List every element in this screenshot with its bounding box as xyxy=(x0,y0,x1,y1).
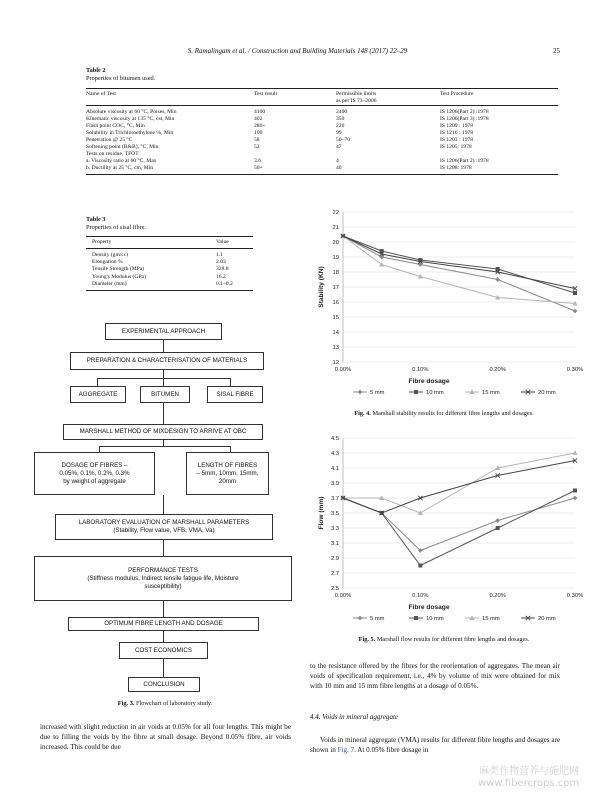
data-point xyxy=(573,489,577,493)
table2-cell: IS 1208: 1978 xyxy=(440,165,472,171)
table2-row xyxy=(86,106,558,117)
connector xyxy=(230,378,231,386)
connector xyxy=(163,631,164,642)
table2 xyxy=(86,88,558,175)
x-tick-label: 0.10% xyxy=(412,593,429,599)
y-tick-label: 3.7 xyxy=(330,496,339,502)
flow-box-laboratory: LABORATORY EVALUATION OF MARSHALL PARAMETERS (Stability, Flow value, VFB, VMA, Va) xyxy=(55,514,273,540)
table3-cell: Young's Modulus (GPa) xyxy=(92,273,146,280)
table3 xyxy=(86,236,253,291)
data-point xyxy=(496,526,500,530)
left-column-paragraph: increased with slight reduction in air voids at 0.05% for all four lengths. This might be due to filling the voids by the fibre at small dosage. Beyond 0.05% fibre, air voids increased. This could be due xyxy=(40,723,291,752)
table2-cell xyxy=(254,151,336,158)
data-point xyxy=(495,518,500,523)
y-tick-label: 20 xyxy=(332,240,339,246)
y-tick-label: 14 xyxy=(332,330,339,336)
table2-cell: 3.6 xyxy=(254,158,261,164)
table3-row xyxy=(86,281,253,291)
connector xyxy=(163,402,164,424)
y-tick-label: 17 xyxy=(332,285,339,291)
legend-marker xyxy=(414,616,418,620)
y-tick-label: 3.9 xyxy=(330,481,339,487)
table2-title: Properties of bitumen used. xyxy=(86,75,156,82)
right-column-paragraph: to the resistance offered by the fibres for the reorientation of aggregates. The mean air voids of specification requirement, i.e., 4% by volume of mix were obtained for mix with 10 mm and 15 mm fibre lengths at a dosage of 0.05%. xyxy=(310,662,560,691)
table2-cell: IS 1203 : 1978 xyxy=(440,137,474,143)
y-tick-label: 2.7 xyxy=(330,571,339,577)
table2-cell: a. Viscosity ratio at 60 °C, Max xyxy=(86,158,157,164)
legend-label: 20 mm xyxy=(538,390,556,396)
flow-box-aggregate: AGGREGATE xyxy=(70,386,126,403)
table3-cell: 16.2 xyxy=(216,273,226,280)
table2-cell: 99 xyxy=(336,130,342,136)
fig3-caption-text: Flowchart of laboratory study. xyxy=(136,700,213,707)
y-axis-label: Flow (mm) xyxy=(318,496,325,530)
table2-cell: IS 1205: 1978 xyxy=(440,144,472,150)
table2-cell: 4100 xyxy=(254,109,266,115)
x-tick-label: 0.00% xyxy=(334,593,352,599)
flow-box-preparation: PREPARATION & CHARACTERISATION OF MATERIALS xyxy=(70,352,264,370)
legend-label: 15 mm xyxy=(482,390,500,396)
table2-cell: IS 1206(Part 2) :1978 xyxy=(440,109,489,115)
table3-cell: Diameter (mm) xyxy=(92,280,127,287)
watermark: 麻类作物营养与施肥网 www.fibercrops.com xyxy=(478,766,580,789)
table2-cell: 402 xyxy=(254,116,263,122)
table2-cell xyxy=(336,151,440,158)
flow-chart xyxy=(313,432,588,632)
table2-row xyxy=(86,116,558,123)
x-tick-label: 0.20% xyxy=(489,593,506,599)
y-tick-label: 16 xyxy=(332,300,339,306)
table3-cell: 0.1–0.2 xyxy=(216,280,233,287)
table2-cell: Softening point (R&B), °C, Min xyxy=(86,144,159,150)
table2-cell: Flash point COC, °C, Min xyxy=(86,123,145,129)
table2-body xyxy=(86,106,558,175)
series-line-5mm xyxy=(343,498,575,551)
table3-cell: Tensile Strength (MPa) xyxy=(92,266,145,273)
x-tick-label: 0.30% xyxy=(566,367,584,373)
y-tick-label: 2.9 xyxy=(330,556,339,562)
table2-cell: Penetration @ 25 °C xyxy=(86,137,133,143)
fig5-caption-label: Fig. 5. xyxy=(358,636,376,643)
series-line-15mm xyxy=(343,236,575,304)
connector xyxy=(97,378,98,386)
table2-header-result: Test result xyxy=(254,91,278,97)
fig3-caption xyxy=(0,700,330,708)
legend-label: 5 mm xyxy=(370,390,385,396)
table2-caption xyxy=(86,67,155,83)
section-heading: 4.4. Voids in mineral aggregate xyxy=(310,713,399,721)
table2-cell: Solubility in Trichloroethylene %, Min xyxy=(86,130,174,136)
table2-row xyxy=(86,123,558,130)
fig5-caption xyxy=(300,636,588,644)
table2-cell: 58 xyxy=(254,137,260,143)
table2-cell: 47 xyxy=(336,144,342,150)
table2-cell: 350 xyxy=(336,116,345,122)
table3-header-value: Value xyxy=(216,239,229,245)
flow-box-length: LENGTH OF FIBRES – 5mm, 10mm, 15mm, 20mm xyxy=(186,452,269,495)
table2-label: Table 2 xyxy=(86,67,106,74)
table2-cell: 40 xyxy=(336,165,342,171)
legend-marker xyxy=(358,616,363,621)
table2-cell: 50+ xyxy=(254,165,263,171)
table2-cell: IS 1216 : 1978 xyxy=(440,130,474,136)
table3-row xyxy=(86,266,253,273)
fig4-caption-label: Fig. 4. xyxy=(354,410,371,417)
legend-label: 10 mm xyxy=(426,390,444,396)
table2-cell: Kinematic viscosity at 135 °C, cst, Min xyxy=(86,116,175,122)
connector xyxy=(163,495,164,514)
flow-box-bitumen: BITUMEN xyxy=(140,386,190,403)
y-tick-label: 15 xyxy=(332,315,339,321)
y-tick-label: 3.3 xyxy=(330,526,339,532)
y-tick-label: 3.5 xyxy=(330,511,339,517)
table3-label: Table 3 xyxy=(86,216,106,223)
y-tick-label: 13 xyxy=(332,345,339,351)
x-tick-label: 0.10% xyxy=(412,367,429,373)
table2-cell: b. Ductility at 25 °C, cm, Min xyxy=(86,165,154,171)
table3-row xyxy=(86,249,253,260)
flow-box-marshall: MARSHALL METHOD OF MIXDESIGN TO ARRIVE AT OBC xyxy=(63,424,263,440)
x-tick-label: 0.30% xyxy=(566,593,584,599)
series-line-20mm xyxy=(343,461,575,514)
table3-cell: Elongation % xyxy=(92,259,123,266)
table3-cell: 328.8 xyxy=(216,266,229,273)
flow-chart-svg xyxy=(313,432,588,632)
table3-caption xyxy=(86,216,146,232)
fig5-caption-text: Marshall flow results for different fibre lengths and dosages. xyxy=(376,636,530,643)
legend-label: 10 mm xyxy=(426,616,444,622)
connector xyxy=(163,339,164,352)
flow-box-sisal-fibre: SISAL FIBRE xyxy=(207,386,263,403)
table2-cell: IS 1209 : 1978 xyxy=(440,123,474,129)
connector xyxy=(163,659,164,677)
x-tick-label: 0.00% xyxy=(334,367,352,373)
section-paragraph-start: Voids in mineral aggregate (VMA) results for different fibre lengths and dosages are shown in xyxy=(310,736,560,755)
fig3-caption-label: Fig. 3. xyxy=(117,700,135,707)
table2-cell: 220 xyxy=(336,123,345,129)
table3-cell: 1.1 xyxy=(216,252,223,258)
y-tick-label: 21 xyxy=(332,225,339,231)
table3-cell: 2.03 xyxy=(216,259,226,266)
table2-header-test: Name of Test xyxy=(86,91,116,97)
series-line-10mm xyxy=(343,236,575,293)
table3-title: Properties of sisal fibre. xyxy=(86,224,147,231)
stability-chart xyxy=(313,206,588,406)
legend-marker xyxy=(414,390,418,394)
table2-header-limits: Permissible limits as per IS 73–2006 xyxy=(336,91,377,104)
y-axis-label: Stability (KN) xyxy=(318,266,325,308)
flow-box-cost: COST ECONOMICS xyxy=(119,642,208,659)
table2-row xyxy=(86,165,558,175)
fig7-link[interactable]: Fig. 7 xyxy=(337,746,355,755)
y-tick-label: 3.1 xyxy=(330,541,339,547)
connector xyxy=(163,601,164,617)
x-tick-label: 0.20% xyxy=(489,367,506,373)
flow-box-approach: EXPERIMENTAL APPROACH xyxy=(105,323,222,340)
series-line-5mm xyxy=(343,236,575,311)
data-point xyxy=(573,496,578,501)
table2-row xyxy=(86,151,558,158)
y-tick-label: 4.1 xyxy=(330,466,339,472)
table2-cell: 52 xyxy=(254,144,260,150)
table2-row xyxy=(86,144,558,151)
legend-label: 5 mm xyxy=(370,616,385,622)
section-paragraph-end: . At 0.05% fibre dosage in xyxy=(354,746,429,755)
y-tick-label: 19 xyxy=(332,255,339,261)
connector xyxy=(163,370,164,378)
page-number: 25 xyxy=(553,47,560,55)
legend-marker xyxy=(358,390,363,395)
y-tick-label: 22 xyxy=(332,210,339,216)
table2-cell: Tests on residue, TFOT xyxy=(86,151,139,157)
table3-cell: Density (gm/cc) xyxy=(92,252,129,258)
table2-cell: IS 1206(Part 3) :1978 xyxy=(440,116,489,122)
table2-cell: IS 1206(Part 2) :1978 xyxy=(440,158,489,164)
data-point xyxy=(573,291,577,295)
stability-chart-svg xyxy=(313,206,588,406)
y-tick-label: 2.5 xyxy=(330,586,339,592)
section-paragraph xyxy=(310,735,560,755)
legend-label: 15 mm xyxy=(482,616,500,622)
y-tick-label: 4.3 xyxy=(330,451,339,457)
legend-label: 20 mm xyxy=(538,616,556,622)
data-point xyxy=(418,564,422,568)
table3-header-property: Property xyxy=(92,239,112,245)
x-axis-label: Fibre dosage xyxy=(408,604,450,611)
table2-row xyxy=(86,137,558,144)
connector xyxy=(99,446,230,447)
table2-cell: 280+ xyxy=(254,123,266,129)
data-point xyxy=(495,277,500,282)
data-point xyxy=(573,309,578,314)
fig4-caption xyxy=(300,410,588,418)
table2-header-procedure: Test Procedure xyxy=(440,91,474,97)
flow-box-conclusion: CONCLUSION xyxy=(128,677,200,692)
table2-cell xyxy=(440,151,558,158)
table2-row xyxy=(86,130,558,137)
connector xyxy=(163,378,164,386)
flow-box-dosage: DOSAGE OF FIBRES – 0.05%, 0.1%, 0.2%, 0.3% by weight of aggregate xyxy=(34,452,155,495)
table2-cell: 50–70 xyxy=(336,137,350,143)
table2-cell: 2400 xyxy=(336,109,348,115)
table2-cell: 100 xyxy=(254,130,263,136)
table2-cell: 4 xyxy=(336,158,339,164)
y-tick-label: 18 xyxy=(332,270,339,276)
journal-citation: S. Ramalingam et al. / Construction and Building Materials 148 (2017) 22–29 xyxy=(187,47,408,55)
table2-cell: Absolute viscosity at 60 °C, Poises, Min xyxy=(86,109,177,115)
flow-box-optimum: OPTIMUM FIBRE LENGTH AND DOSAGE xyxy=(68,617,259,631)
y-tick-label: 4.5 xyxy=(330,436,339,442)
table2-row xyxy=(86,158,558,165)
fig4-caption-text: Marshall stability results for different fibre lengths and dosages. xyxy=(372,410,534,417)
y-tick-label: 12 xyxy=(332,360,339,366)
connector xyxy=(163,540,164,556)
flow-box-performance: PERFORMANCE TESTS (Stiffness modulus, Indirect tensile fatigue life, Moisture susceptibility) xyxy=(34,556,292,601)
table3-body xyxy=(86,249,253,291)
x-axis-label: Fibre dosage xyxy=(408,378,450,385)
table3-row xyxy=(86,274,253,281)
